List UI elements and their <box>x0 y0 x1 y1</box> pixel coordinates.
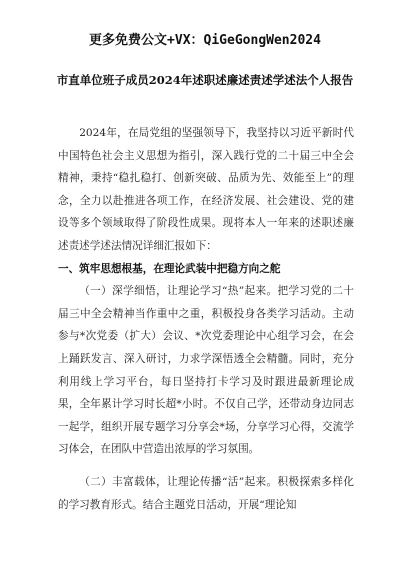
body-paragraph: （一）深学细悟，让理论学习“热”起来。把学习党的二十届三中全会精神当作重中之重，积极投身各类学习活动。主动参与*次党委（扩大）会议、*次党委理论中心组学习会，在会上踊跃发言、深入研讨，力求学深悟透全会精髓。同时，充分利用线上学习平台，每日坚持打卡学习及时跟进最新理论成果，全年累计学习时长超*小时。不仅自己学，还带动身边同志一起学，组织开展专题学习分享会*场，分享学习心得，交流学习体会，在团队中营造出浓厚的学习氛围。 <box>58 285 354 456</box>
promo-banner: 更多免费公文+VX：QiGeGongWen2024 <box>89 33 321 48</box>
document-body <box>58 122 354 516</box>
section-heading: 一、筑牢思想根基，在理论武装中把稳方向之舵 <box>58 262 281 275</box>
intro-paragraph: 2024年，在局党组的坚强领导下，我坚持以习近平新时代中国特色社会主义思想为指引，深入践行党的二十届三中全会精神，秉持“稳扎稳打、创新突破、品质为先、效能至上”的理念，全力以赴推进各项工作，在经济发展、社会建设、党的建设等多个领域取得了阶段性成果。现将本人一年来的述职述廉述责述学述法情况详细汇报如下： <box>58 127 354 252</box>
document-title: 市直单位班子成员2024年述职述廉述责述学述法个人报告 <box>56 73 354 87</box>
body-paragraph: （二）丰富载体，让理论传播“活”起来。积极探索多样化的学习教育形式。结合主题党日活动，开展“理论知 <box>58 475 354 511</box>
